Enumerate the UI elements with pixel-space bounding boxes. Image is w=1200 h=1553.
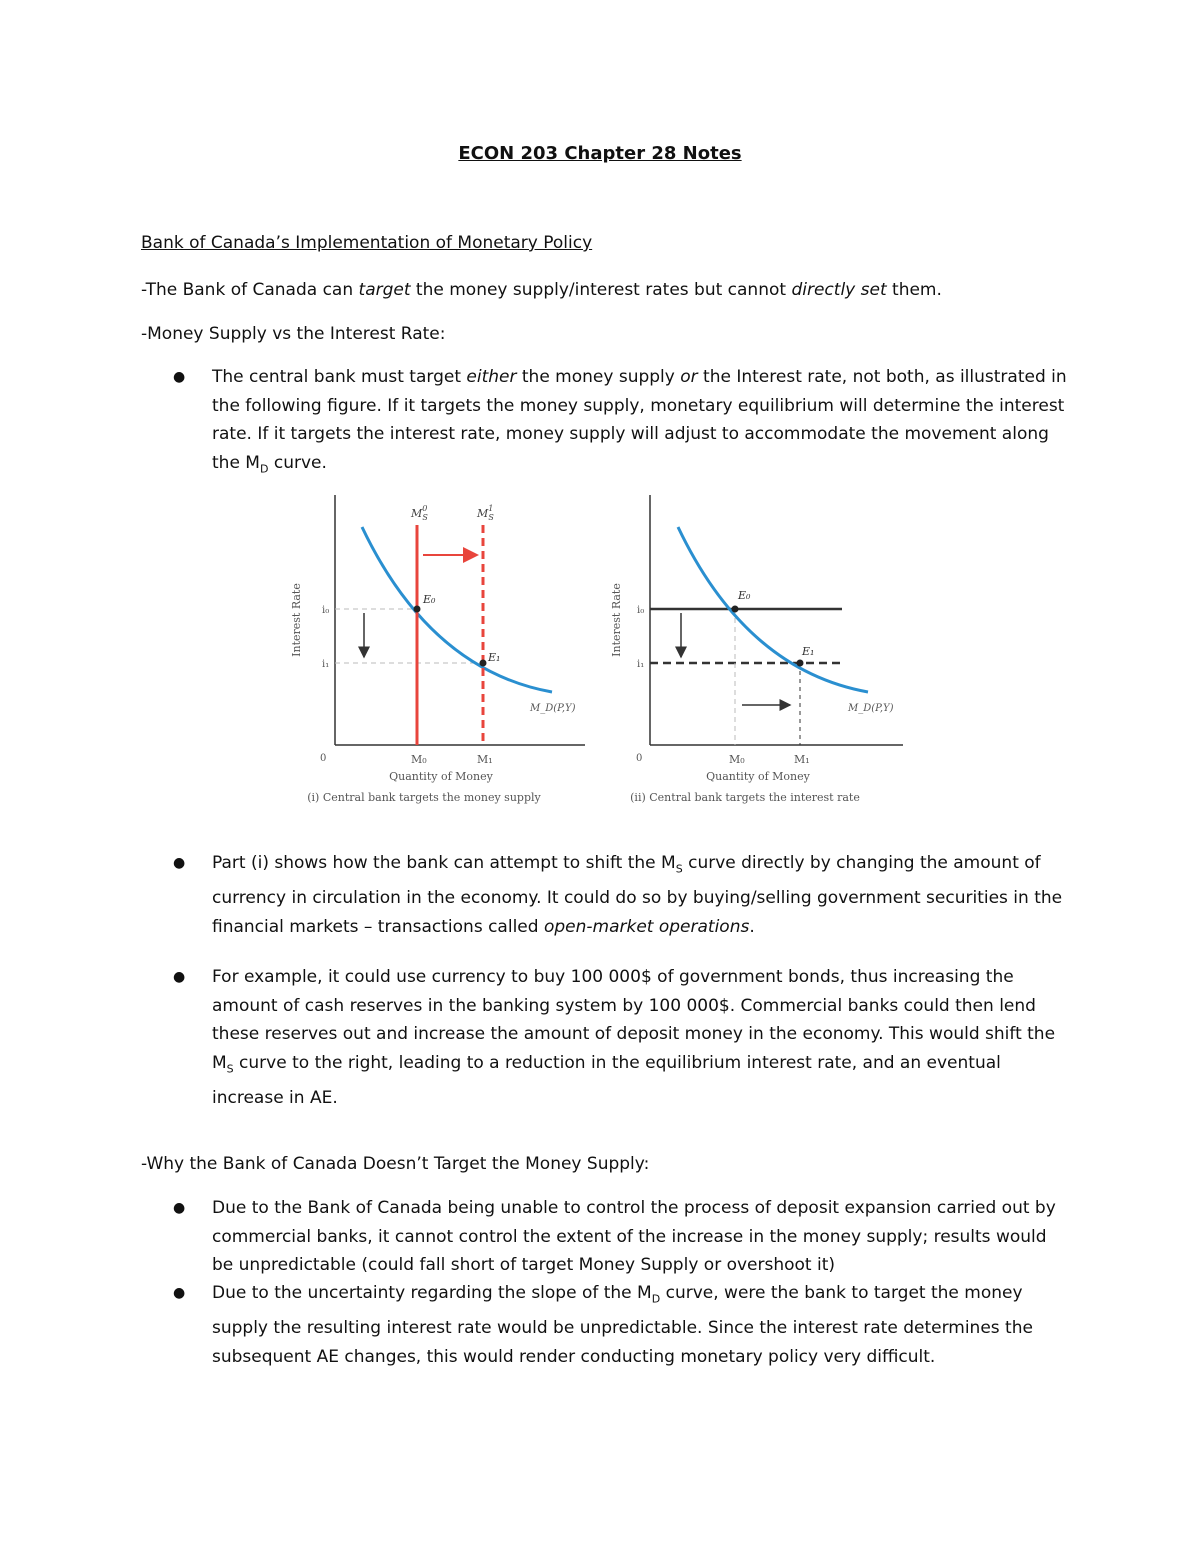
bullet-icon: ● xyxy=(173,855,186,871)
bullet-icon: ● xyxy=(173,369,186,385)
text: M xyxy=(411,507,423,520)
list-item-text: Due to the Bank of Canada being unable to control the process of deposit expansion carried out by commercial banks, it cannot control the extent of the increase in the money supply; results would be unpredictable (could fall short of target Money Supply or overshoot it) xyxy=(212,1198,1056,1276)
equilibrium-point-e0 xyxy=(414,606,421,613)
superscript: 1 xyxy=(488,504,494,513)
emphasis: target xyxy=(358,280,411,300)
y-axis-label: Interest Rate xyxy=(610,583,623,657)
list-item-text xyxy=(212,849,1072,941)
x-axis-label: Quantity of Money xyxy=(706,770,810,783)
section-heading-why: -Why the Bank of Canada Doesn’t Target the Money Supply: xyxy=(141,1154,650,1174)
text: the Interest rate, not both, as illustrated in the following figure. If it targets the money supply, monetary equilibrium will determine the interest rate. If it targets the interest rate, money supply will adjust to accommodate the movement along the M xyxy=(212,367,1067,473)
money-market-figure xyxy=(280,485,920,810)
tick-m0: M₀ xyxy=(411,753,427,766)
list-item-text xyxy=(212,363,1072,484)
tick-m1: M₁ xyxy=(794,753,810,766)
paragraph-ms-vs-rate: -Money Supply vs the Interest Rate: xyxy=(141,324,446,344)
text: M xyxy=(477,507,489,520)
text: the money supply xyxy=(516,367,681,387)
text: Due to the uncertainty regarding the slope of the M xyxy=(212,1283,652,1303)
text: curve, were the bank to target the money supply the resulting interest rate would be unpredictable. Since the interest rate determines the subsequent AE changes, this would render conducting monetary policy very difficult. xyxy=(212,1283,1033,1367)
text: -The Bank of Canada can xyxy=(141,280,359,300)
text: Part (i) shows how the bank can attempt to shift the M xyxy=(212,853,676,873)
tick-m0: M₀ xyxy=(729,753,745,766)
bullet-icon: ● xyxy=(173,969,186,985)
subscript: S xyxy=(488,513,494,522)
e0-label: E₀ xyxy=(423,593,436,606)
text: . xyxy=(749,916,755,937)
tick-i0: i₀ xyxy=(637,605,645,616)
text: curve directly by changing the amount of currency in circulation in the economy. It could do so by buying/selling government securities in the financial markets – transactions called xyxy=(212,853,1063,937)
text: curve. xyxy=(268,452,327,473)
panel-money-supply-target xyxy=(290,495,585,804)
emphasis: open-market operations xyxy=(543,916,750,937)
e1-label: E₁ xyxy=(802,645,815,658)
e0-label: E₀ xyxy=(738,589,751,602)
y-axis-label: Interest Rate xyxy=(290,583,303,657)
equilibrium-point-e0 xyxy=(732,606,739,613)
text: The central bank must target xyxy=(212,367,467,387)
tick-i0: i₀ xyxy=(322,605,330,616)
panel-caption: (i) Central bank targets the money supply xyxy=(307,791,541,804)
bullet-icon: ● xyxy=(173,1285,186,1301)
origin-label: 0 xyxy=(320,753,327,764)
section-heading-implementation: Bank of Canada’s Implementation of Monetary Policy xyxy=(141,233,593,253)
subscript: S xyxy=(675,862,683,876)
list-item-text xyxy=(212,963,1072,1112)
subscript: S xyxy=(422,513,428,522)
text: them. xyxy=(886,280,942,300)
subscript: D xyxy=(259,462,269,476)
paragraph-target xyxy=(141,276,942,304)
emphasis: either xyxy=(466,367,517,387)
md-label: M_D(P,Y) xyxy=(848,703,894,714)
subscript: D xyxy=(651,1292,661,1306)
panel-interest-rate-target xyxy=(610,495,903,804)
bullet-icon: ● xyxy=(173,1200,186,1216)
list-item-text xyxy=(212,1279,1072,1371)
emphasis: or xyxy=(680,367,698,387)
ms0-label xyxy=(410,504,428,522)
superscript: 0 xyxy=(422,504,428,513)
ms1-label xyxy=(476,504,494,522)
e1-label: E₁ xyxy=(488,651,501,664)
tick-i1: i₁ xyxy=(637,659,645,670)
text: curve to the right, leading to a reduction in the equilibrium interest rate, and an eventual increase in AE. xyxy=(212,1052,1001,1108)
page-title: ECON 203 Chapter 28 Notes xyxy=(458,143,742,164)
md-label: M_D(P,Y) xyxy=(530,703,576,714)
text: the money supply/interest rates but cannot xyxy=(410,280,792,300)
equilibrium-point-e1 xyxy=(797,660,804,667)
origin-label: 0 xyxy=(636,753,643,764)
emphasis: directly set xyxy=(791,280,887,300)
equilibrium-point-e1 xyxy=(480,660,487,667)
text: For example, it could use currency to buy 100 000$ of government bonds, thus increasing the amount of cash reserves in the banking system by 100 000$. Commercial banks could then lend these reserves out and increase the amount of deposit money in the economy. This would shift the M xyxy=(212,967,1056,1073)
subscript: S xyxy=(226,1062,234,1076)
panel-caption: (ii) Central bank targets the interest rate xyxy=(630,791,860,804)
tick-i1: i₁ xyxy=(322,659,330,670)
tick-m1: M₁ xyxy=(477,753,493,766)
figure-svg xyxy=(280,485,920,810)
x-axis-label: Quantity of Money xyxy=(389,770,493,783)
